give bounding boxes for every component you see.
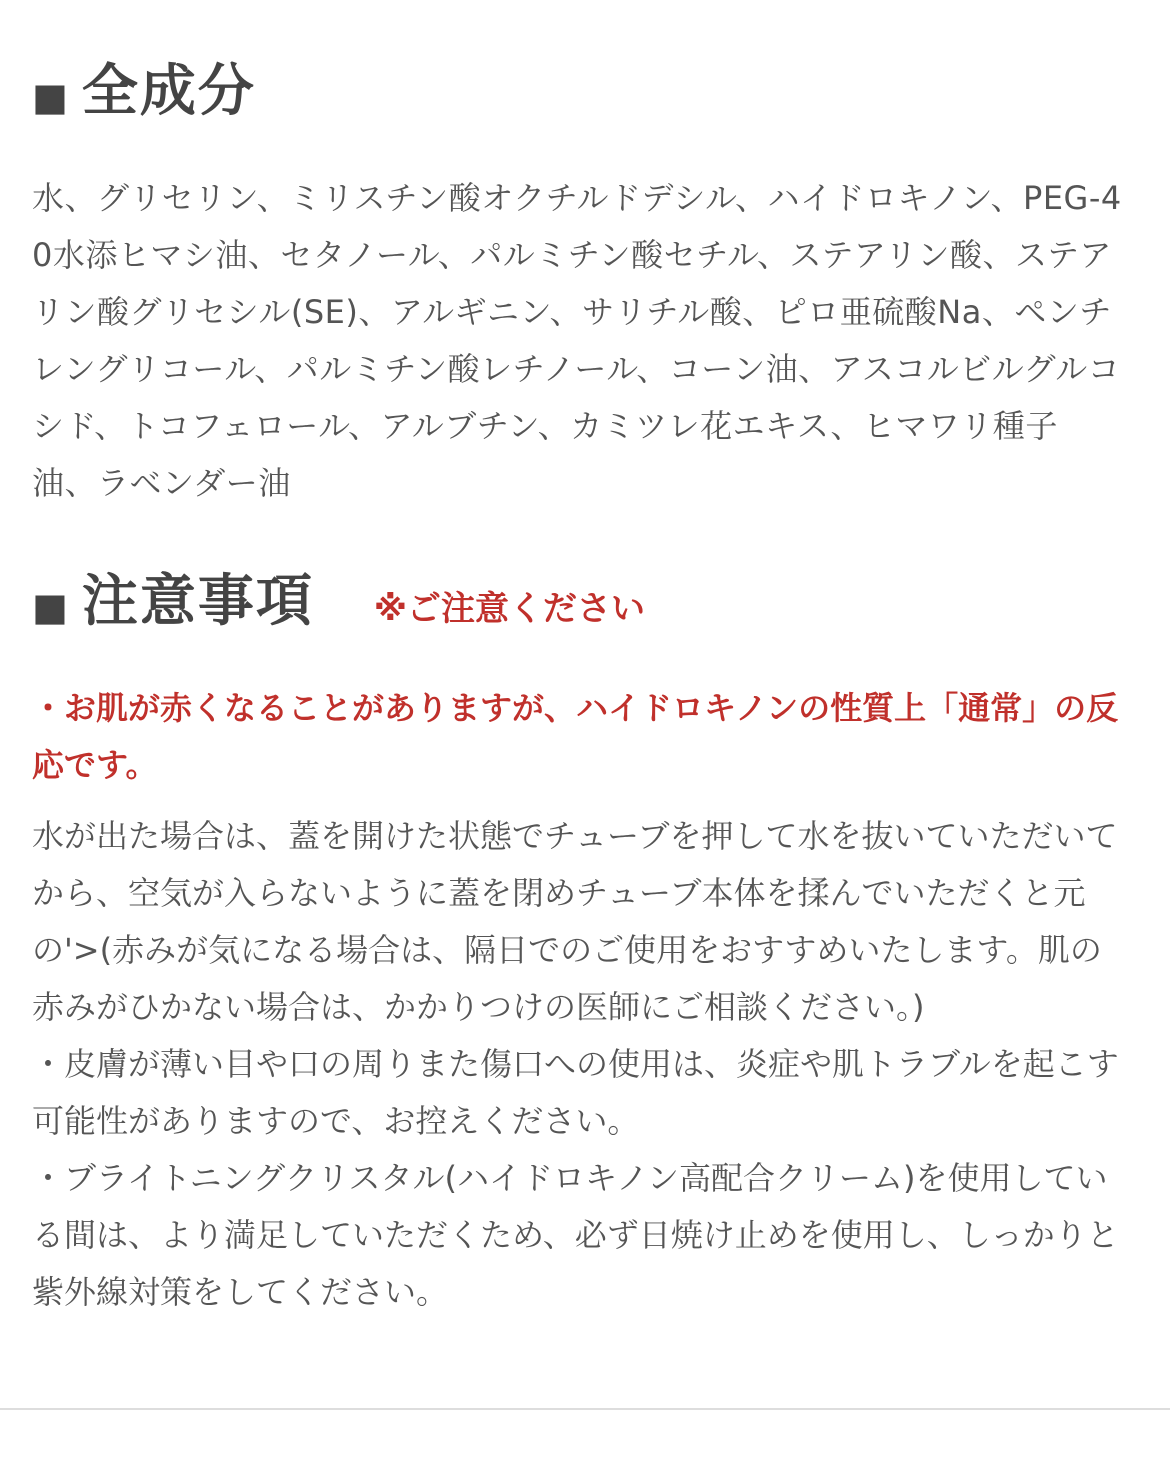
ingredients-list: 水、グリセリン、ミリスチン酸オクチルドデシル、ハイドロキノン、PEG-40水添ヒマシ油、セタノール、パルミチン酸セチル、ステアリン酸、ステアリン酸グリセシル(SE)、アルギニン、サリチル酸、ピロ亜硫酸Na、ペンチレングリコール、パルミチン酸レチノール、コーン油、アスコルビルグルコシド、トコフェロール、アルブチン、カミツレ花エキス、ヒマワリ種子油、ラベンダー油 <box>32 179 1122 502</box>
caution-paragraph: ・ブライトニングクリスタル(ハイドロキノン高配合クリーム)を使用している間は、より満足していただくため、必ず日焼け止めを使用し、しっかりと紫外線対策をしてください。 <box>32 1159 1119 1311</box>
caution-title: 注意事項 <box>81 569 314 634</box>
caution-paragraph: ・皮膚が薄い目や口の周りまた傷口への使用は、炎症や肌トラブルを起こす可能性がありますので、お控えください。 <box>32 1045 1119 1140</box>
caution-heading <box>32 569 1122 634</box>
caution-paragraph: 水が出た場合は、蓋を開けた状態でチューブを押して水を抜いていただいてから、空気が入らないように蓋を閉めチューブ本体を揉んでいただくと元の'>(赤みが気になる場合は、隔日でのご使用をおすすめいたします。肌の赤みがひかない場合は、かかりつけの医師にご相談ください。) <box>32 817 1118 1026</box>
ingredients-title: 全成分 <box>81 59 256 124</box>
caution-notes <box>32 808 1122 1321</box>
ingredients-heading <box>32 59 1122 124</box>
square-bullet-icon: ■ <box>32 75 68 119</box>
caution-note: ※ご注意ください <box>373 589 645 629</box>
divider <box>0 1408 1170 1410</box>
caution-warning: ・お肌が赤くなることがありますが、ハイドロキノンの性質上「通常」の反応です。 <box>32 689 1119 784</box>
square-bullet-icon: ■ <box>32 585 68 629</box>
